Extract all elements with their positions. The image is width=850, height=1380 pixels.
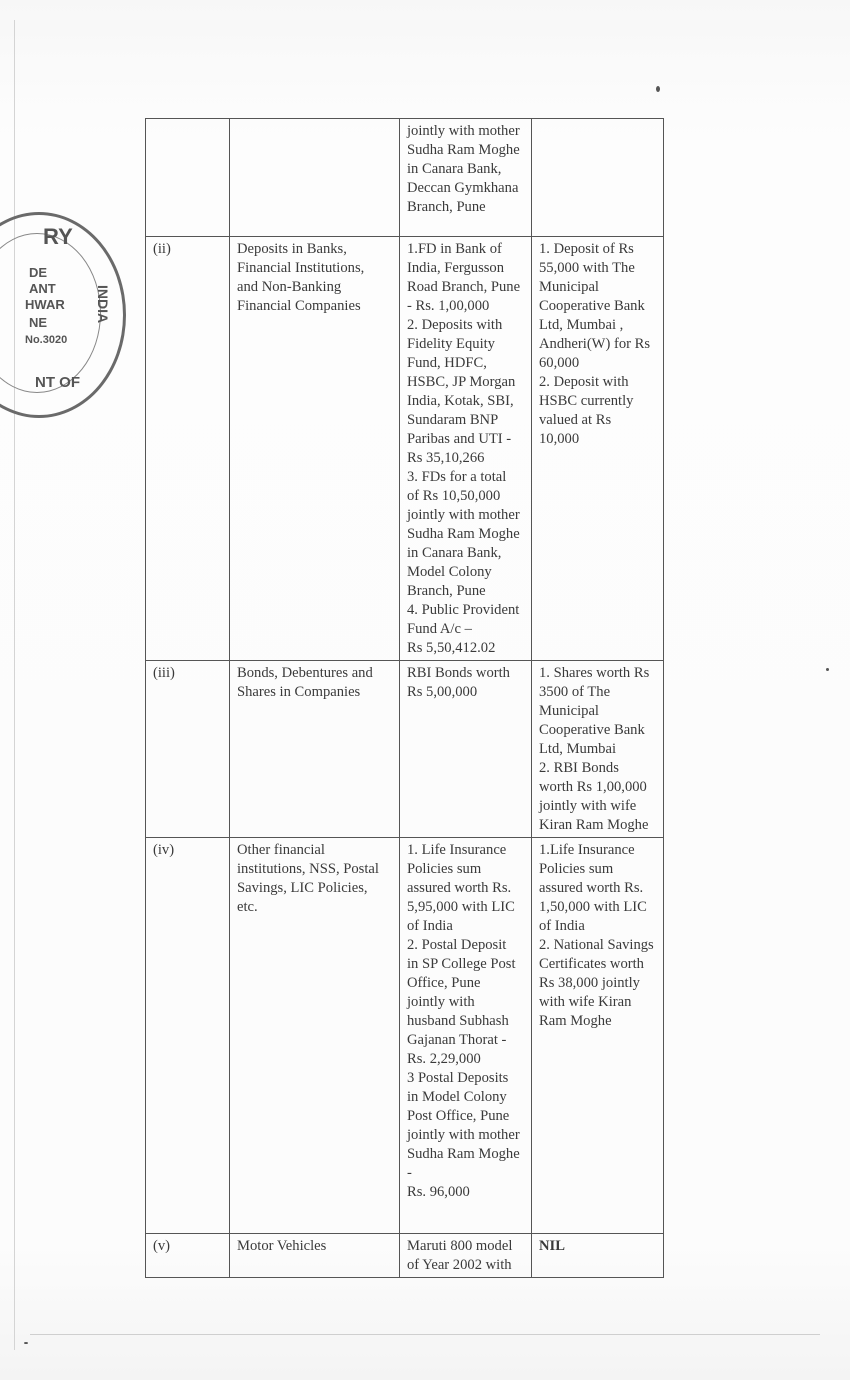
cell-text-line: Shares in Companies bbox=[237, 684, 361, 700]
cell-text-line: of India bbox=[407, 918, 453, 934]
spouse-assets-cell bbox=[532, 237, 664, 661]
row-number: (iv) bbox=[153, 842, 175, 858]
cell-text-line: Certificates worth bbox=[539, 956, 644, 972]
cell-text-line: Motor Vehicles bbox=[237, 1238, 327, 1254]
cell-text-line: of Year 2002 with bbox=[407, 1257, 512, 1273]
cell-text-line: in Canara Bank, bbox=[407, 161, 502, 177]
cell-text-line: institutions, NSS, Postal bbox=[237, 861, 379, 877]
cell-text-line: Andheri(W) for Rs bbox=[539, 336, 651, 352]
seal-text: INDIA bbox=[95, 285, 111, 324]
cell-text-line: HSBC currently bbox=[539, 393, 634, 409]
cell-text-line: Maruti 800 model bbox=[407, 1238, 513, 1254]
seal-inner-ring bbox=[0, 233, 101, 393]
cell-text-line: Post Office, Pune bbox=[407, 1108, 510, 1124]
row-number: (ii) bbox=[153, 241, 171, 257]
cell-text-line: 4. Public Provident bbox=[407, 602, 520, 618]
cell-text-line: worth Rs 1,00,000 bbox=[539, 779, 647, 795]
cell-text-line: Rs. 96,000 bbox=[407, 1184, 470, 1200]
cell-text-line: Fidelity Equity bbox=[407, 336, 495, 352]
seal-text: No.3020 bbox=[25, 334, 68, 346]
asset-category-cell bbox=[230, 237, 400, 661]
cell-text-line: in Canara Bank, bbox=[407, 545, 502, 561]
seal-text: ANT bbox=[29, 281, 56, 296]
cell-text-line: Policies sum bbox=[407, 861, 482, 877]
scan-edge-bottom bbox=[30, 1334, 820, 1335]
table-row bbox=[146, 119, 664, 237]
cell-text-line: 3 Postal Deposits bbox=[407, 1070, 509, 1086]
cell-text-line: jointly with mother bbox=[407, 1127, 520, 1143]
cell-text-line: 2. Deposits with bbox=[407, 317, 503, 333]
cell-text-line: - bbox=[407, 1165, 412, 1181]
cell-text-line: Deposits in Banks, bbox=[237, 241, 347, 257]
cell-text-line: in Model Colony bbox=[407, 1089, 507, 1105]
cell-text-line: - Rs. 1,00,000 bbox=[407, 298, 490, 314]
cell-text-line: Sundaram BNP bbox=[407, 412, 499, 428]
ink-speck bbox=[656, 86, 660, 92]
self-assets-cell bbox=[400, 237, 532, 661]
cell-text-line: 1. Shares worth Rs bbox=[539, 665, 650, 681]
self-assets-cell bbox=[400, 661, 532, 838]
table-row bbox=[146, 661, 664, 838]
cell-text-line: Office, Pune bbox=[407, 975, 481, 991]
cell-text-line: Road Branch, Pune bbox=[407, 279, 521, 295]
self-assets-cell bbox=[400, 119, 532, 237]
seal-text: NE bbox=[29, 315, 48, 330]
row-number-cell bbox=[146, 119, 230, 237]
cell-text-line: Financial Companies bbox=[237, 298, 361, 314]
cell-text-line: Policies sum bbox=[539, 861, 614, 877]
cell-text-line: Bonds, Debentures and bbox=[237, 665, 373, 681]
cell-text-line: husband Subhash bbox=[407, 1013, 509, 1029]
row-number: (v) bbox=[153, 1238, 171, 1254]
asset-category-cell bbox=[230, 119, 400, 237]
ink-speck bbox=[24, 1342, 28, 1344]
cell-text-line: Branch, Pune bbox=[407, 199, 486, 215]
cell-text-line: assured worth Rs. bbox=[539, 880, 644, 896]
asset-category-cell bbox=[230, 838, 400, 1234]
cell-text-line: Sudha Ram Moghe bbox=[407, 1146, 520, 1162]
cell-text-line: valued at Rs bbox=[539, 412, 612, 428]
table-row bbox=[146, 1234, 664, 1278]
cell-text-line: Cooperative Bank bbox=[539, 722, 645, 738]
cell-text-line: assured worth Rs. bbox=[407, 880, 512, 896]
spouse-assets-cell bbox=[532, 119, 664, 237]
spouse-assets-cell bbox=[532, 661, 664, 838]
cell-text-line: India, Kotak, SBI, bbox=[407, 393, 514, 409]
cell-text-line: 60,000 bbox=[539, 355, 580, 371]
cell-text-line: Fund A/c – bbox=[407, 621, 472, 637]
cell-text-line: 3500 of The bbox=[539, 684, 611, 700]
cell-text-line: etc. bbox=[237, 899, 258, 915]
cell-text-line: NIL bbox=[539, 1238, 565, 1254]
cell-text-line: Ram Moghe bbox=[539, 1013, 612, 1029]
cell-text-line: Deccan Gymkhana bbox=[407, 180, 519, 196]
cell-text-line: 1. Life Insurance bbox=[407, 842, 507, 858]
cell-text-line: Rs 38,000 jointly bbox=[539, 975, 640, 991]
seal-text: NT OF bbox=[35, 374, 80, 391]
cell-text-line: Ltd, Mumbai , bbox=[539, 317, 624, 333]
self-assets-cell bbox=[400, 838, 532, 1234]
cell-text-line: 1.Life Insurance bbox=[539, 842, 635, 858]
asset-category-cell bbox=[230, 661, 400, 838]
cell-text-line: jointly with mother bbox=[407, 507, 520, 523]
cell-text-line: jointly with wife bbox=[539, 798, 637, 814]
asset-declaration-table bbox=[145, 118, 664, 1278]
cell-text-line: jointly with mother bbox=[407, 123, 520, 139]
cell-text-line: Paribas and UTI - bbox=[407, 431, 512, 447]
cell-text-line: Other financial bbox=[237, 842, 325, 858]
row-number-cell bbox=[146, 237, 230, 661]
cell-text-line: in SP College Post bbox=[407, 956, 516, 972]
self-assets-cell bbox=[400, 1234, 532, 1278]
row-number-cell bbox=[146, 838, 230, 1234]
cell-text-line: 2. Postal Deposit bbox=[407, 937, 507, 953]
cell-text-line: 2. National Savings bbox=[539, 937, 654, 953]
cell-text-line: with wife Kiran bbox=[539, 994, 632, 1010]
row-number-cell bbox=[146, 661, 230, 838]
cell-text-line: and Non-Banking bbox=[237, 279, 342, 295]
ink-speck bbox=[826, 668, 829, 671]
cell-text-line: Kiran Ram Moghe bbox=[539, 817, 649, 833]
asset-category-cell bbox=[230, 1234, 400, 1278]
cell-text-line: Rs. 2,29,000 bbox=[407, 1051, 481, 1067]
seal-text: RY bbox=[43, 224, 73, 249]
cell-text-line: Gajanan Thorat - bbox=[407, 1032, 507, 1048]
cell-text-line: 5,95,000 with LIC bbox=[407, 899, 515, 915]
seal-text: HWAR bbox=[25, 297, 65, 312]
cell-text-line: Model Colony bbox=[407, 564, 492, 580]
cell-text-line: RBI Bonds worth bbox=[407, 665, 510, 681]
cell-text-line: Financial Institutions, bbox=[237, 260, 365, 276]
cell-text-line: Rs 5,50,412.02 bbox=[407, 640, 496, 656]
cell-text-line: 1,50,000 with LIC bbox=[539, 899, 647, 915]
cell-text-line: 10,000 bbox=[539, 431, 580, 447]
cell-text-line: Branch, Pune bbox=[407, 583, 486, 599]
spouse-assets-cell bbox=[532, 838, 664, 1234]
table-row bbox=[146, 838, 664, 1234]
cell-text-line: Fund, HDFC, bbox=[407, 355, 487, 371]
cell-text-line: 3. FDs for a total bbox=[407, 469, 507, 485]
cell-text-line: Savings, LIC Policies, bbox=[237, 880, 368, 896]
cell-text-line: Rs 5,00,000 bbox=[407, 684, 478, 700]
cell-text-line: Municipal bbox=[539, 703, 599, 719]
row-number-cell bbox=[146, 1234, 230, 1278]
cell-text-line: Sudha Ram Moghe bbox=[407, 526, 520, 542]
cell-text-line: 2. RBI Bonds bbox=[539, 760, 619, 776]
cell-text-line: Cooperative Bank bbox=[539, 298, 645, 314]
spouse-assets-cell bbox=[532, 1234, 664, 1278]
cell-text-line: Municipal bbox=[539, 279, 599, 295]
cell-text-line: 1. Deposit of Rs bbox=[539, 241, 634, 257]
cell-text-line: Sudha Ram Moghe bbox=[407, 142, 520, 158]
seal-text: DE bbox=[29, 265, 48, 280]
table-row bbox=[146, 237, 664, 661]
cell-text-line: Ltd, Mumbai bbox=[539, 741, 617, 757]
cell-text-line: of Rs 10,50,000 bbox=[407, 488, 501, 504]
cell-text-line: India, Fergusson bbox=[407, 260, 505, 276]
official-seal-stamp bbox=[0, 212, 126, 418]
cell-text-line: 1.FD in Bank of bbox=[407, 241, 502, 257]
cell-text-line: HSBC, JP Morgan bbox=[407, 374, 516, 390]
cell-text-line: 2. Deposit with bbox=[539, 374, 629, 390]
row-number: (iii) bbox=[153, 665, 175, 681]
cell-text-line: Rs 35,10,266 bbox=[407, 450, 485, 466]
cell-text-line: jointly with bbox=[407, 994, 475, 1010]
cell-text-line: 55,000 with The bbox=[539, 260, 635, 276]
cell-text-line: of India bbox=[539, 918, 585, 934]
